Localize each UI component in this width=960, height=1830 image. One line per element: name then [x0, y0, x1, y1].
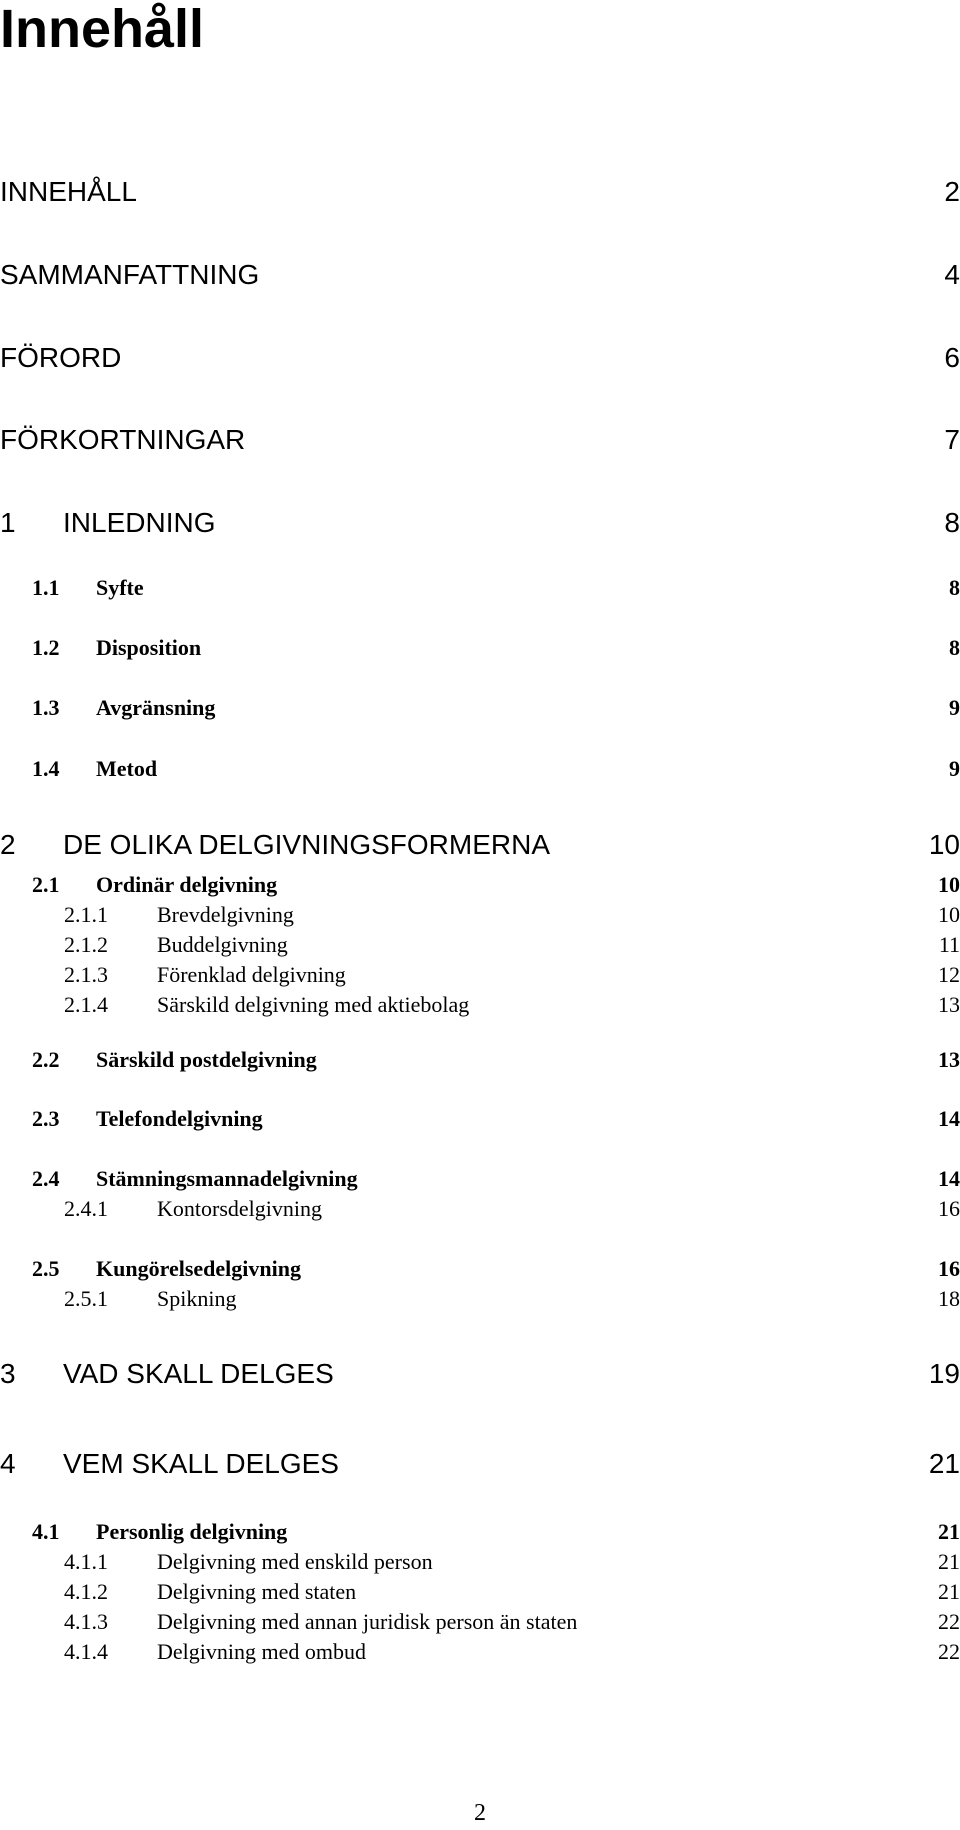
page-number: 2	[474, 1800, 486, 1826]
toc-entry-label: DE OLIKA DELGIVNINGSFORMERNA	[63, 829, 550, 860]
toc-entry-label: Kungörelsedelgivning	[96, 1256, 301, 1281]
toc-entry-page: 9	[949, 756, 960, 781]
toc-entry-page: 21	[938, 1579, 960, 1604]
toc-entry-label: Delgivning med staten	[157, 1579, 357, 1604]
toc-entry-label: Särskild postdelgivning	[96, 1047, 317, 1072]
toc-entry-page: 12	[938, 962, 960, 987]
toc-entry-number: 4	[0, 1448, 16, 1479]
toc-entry-label: Delgivning med annan juridisk person än staten	[157, 1609, 578, 1634]
toc-entry-number: 2.1.1	[64, 902, 108, 927]
toc-entry-label: Ordinär delgivning	[96, 872, 278, 897]
toc-entry-number: 2.5	[32, 1256, 60, 1281]
toc-entry-label: Delgivning med ombud	[157, 1639, 366, 1664]
toc-entry-label: Disposition	[96, 635, 202, 660]
toc-entry-page: 22	[938, 1609, 960, 1634]
toc-entry-number: 2.5.1	[64, 1286, 108, 1311]
toc-entry-label: Metod	[96, 756, 158, 781]
toc-entry-page: 8	[949, 575, 960, 600]
toc-entry-number: 2.1.4	[64, 992, 108, 1017]
toc-entry-page: 8	[944, 507, 960, 538]
toc-entry-label: INNEHÅLL	[0, 176, 137, 207]
toc-entry-number: 2.4.1	[64, 1196, 108, 1221]
toc-entry-number: 4.1.1	[64, 1549, 108, 1574]
toc-entry-page: 14	[938, 1166, 960, 1191]
toc-entry-number: 2.1	[32, 872, 60, 897]
toc-entry-page: 21	[938, 1549, 960, 1574]
toc-entry-label: Förenklad delgivning	[157, 962, 346, 987]
toc-entry-number: 2.4	[32, 1166, 60, 1191]
toc-entry-page: 22	[938, 1639, 960, 1664]
toc-entry-label: Brevdelgivning	[157, 902, 294, 927]
toc-entry-number: 2.3	[32, 1106, 60, 1131]
toc-entry-label: Buddelgivning	[157, 932, 288, 957]
toc-entry-label: Stämningsmannadelgivning	[96, 1166, 358, 1191]
toc-entry-label: Avgränsning	[96, 695, 216, 720]
toc-entry-number: 3	[0, 1358, 16, 1389]
toc-entry-label: FÖRKORTNINGAR	[0, 424, 246, 455]
toc-entry-page: 21	[928, 1448, 960, 1479]
toc-entry-label: SAMMANFATTNING	[0, 259, 260, 290]
toc-entry-page: 10	[928, 829, 960, 860]
toc-entry-label: INLEDNING	[63, 507, 216, 538]
toc-entry-label: Kontorsdelgivning	[157, 1196, 322, 1221]
toc-entry-label: Särskild delgivning med aktiebolag	[157, 992, 470, 1017]
toc-entry-number: 2.1.3	[64, 962, 108, 987]
toc-entry-page: 9	[949, 695, 960, 720]
toc-entry-page: 13	[938, 992, 960, 1017]
toc-entry-number: 2.2	[32, 1047, 60, 1072]
toc-entry-page: 6	[944, 342, 960, 373]
toc-entry-number: 2.1.2	[64, 932, 108, 957]
toc-entry-label: VAD SKALL DELGES	[63, 1358, 334, 1389]
toc-entry-page: 13	[938, 1047, 960, 1072]
toc-entry-number: 4.1.3	[64, 1609, 108, 1634]
toc-entry-page: 16	[938, 1256, 960, 1281]
toc-entry-label: VEM SKALL DELGES	[63, 1448, 339, 1479]
toc-entry-number: 1.1	[32, 575, 60, 600]
toc-entry-label: Delgivning med enskild person	[157, 1549, 433, 1574]
toc-entry-label: Personlig delgivning	[96, 1519, 288, 1544]
toc-entry-page: 14	[938, 1106, 960, 1131]
toc-entry-page: 19	[928, 1358, 960, 1389]
toc-entry-page: 21	[938, 1519, 960, 1544]
toc-entry-label: FÖRORD	[0, 342, 122, 373]
toc-entry-number: 1.3	[32, 695, 60, 720]
toc-entry-page: 18	[938, 1286, 960, 1311]
toc-entry-number: 1	[0, 507, 16, 538]
toc-entry-label: Spikning	[157, 1286, 237, 1311]
toc-entry-page: 16	[938, 1196, 960, 1221]
toc-entry-number: 4.1	[32, 1519, 60, 1544]
toc-entry-number: 1.4	[32, 756, 60, 781]
toc-entry-page: 11	[938, 932, 960, 957]
toc-entry-page: 7	[944, 424, 960, 455]
toc-entry-number: 2	[0, 829, 16, 860]
page-title: Innehåll	[0, 0, 205, 59]
toc-entry-number: 1.2	[32, 635, 60, 660]
toc-entry-page: 10	[938, 902, 960, 927]
toc-entry-label: Syfte	[96, 575, 144, 600]
toc-entry-page: 2	[944, 176, 960, 207]
toc-entry-number: 4.1.4	[64, 1639, 108, 1664]
toc-entry-page: 10	[938, 872, 960, 897]
toc-entry-number: 4.1.2	[64, 1579, 108, 1604]
toc-entry-page: 4	[944, 259, 960, 290]
toc-entry-label: Telefondelgivning	[96, 1106, 263, 1131]
toc-entry-page: 8	[949, 635, 960, 660]
